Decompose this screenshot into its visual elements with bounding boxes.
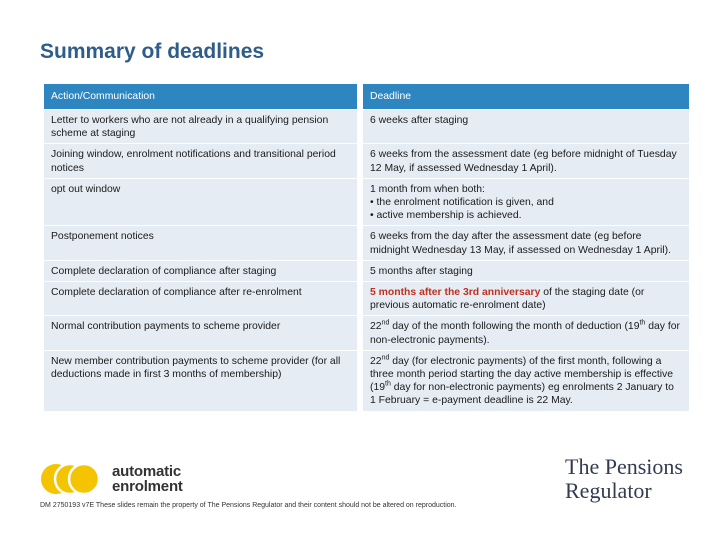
bullet-item: • the enrolment notification is given, and (370, 197, 554, 209)
action-cell: Letter to workers who are not already in a qualifying pension scheme at staging (44, 110, 357, 143)
page-title: Summary of deadlines (40, 40, 265, 63)
table-header-row (44, 84, 689, 109)
logo-text-enrolment: enrolment (112, 478, 183, 495)
logo-text-the-pensions: The Pensions (565, 454, 683, 479)
deadline-cell (357, 179, 689, 226)
table-row (44, 110, 689, 143)
bullet-item: • active membership is achieved. (370, 210, 522, 222)
deadline-cell: 5 months after the 3rd anniversary of the staging date (or previous automatic re-enrolment date) (357, 282, 689, 315)
table-row (44, 261, 689, 281)
deadline-cell: 22nd day of the month following the month of deduction (19th day for non-electronic payments). (357, 316, 689, 349)
action-cell: Complete declaration of compliance after re-enrolment (44, 282, 357, 315)
deadline-cell: 22nd day (for electronic payments) of the first month, following a three month period starting the day active membership is effective (19th day for non-electronic payments) eg enrolments 2 January to 1 February = e-payment deadline is 22 May. (357, 351, 689, 411)
logo-text-regulator: Regulator (565, 478, 652, 503)
action-cell: Postponement notices (44, 226, 357, 259)
deadline-cell: 6 weeks from the assessment date (eg before midnight of Tuesday 12 May, if assessed Wednesday 1 April). (357, 144, 689, 177)
deadline-text: 1 month from when both: (370, 183, 485, 195)
action-cell: Joining window, enrolment notifications and transitional period notices (44, 144, 357, 177)
logo-text-automatic: automatic (112, 463, 182, 480)
action-cell: Normal contribution payments to scheme provider (44, 316, 357, 349)
action-cell: Complete declaration of compliance after staging (44, 261, 357, 281)
action-cell: New member contribution payments to scheme provider (for all deductions made in first 3 months of membership) (44, 351, 357, 411)
footer-disclaimer: DM 2750193 v7E These slides remain the property of The Pensions Regulator and their content should not be altered on reproduction. (40, 502, 457, 509)
table-row (44, 179, 689, 226)
table-row (44, 144, 689, 177)
table-row (44, 316, 689, 349)
deadline-cell: 6 weeks from the day after the assessment date (eg before midnight Wednesday 13 May, if assessed on Wednesday 1 April). (357, 226, 689, 259)
action-cell: opt out window (44, 179, 357, 226)
deadline-cell: 6 weeks after staging (357, 110, 689, 143)
table-row (44, 226, 689, 259)
deadline-highlight: 5 months after the 3rd anniversary (370, 287, 541, 299)
circles-logo-icon (40, 462, 102, 496)
table-row (44, 351, 689, 411)
header-deadline: Deadline (357, 84, 689, 109)
table-row (44, 282, 689, 315)
deadline-cell: 5 months after staging (357, 261, 689, 281)
automatic-enrolment-logo (40, 462, 183, 496)
deadlines-table (44, 83, 689, 412)
header-action: Action/Communication (44, 84, 357, 109)
pensions-regulator-logo (565, 455, 683, 503)
